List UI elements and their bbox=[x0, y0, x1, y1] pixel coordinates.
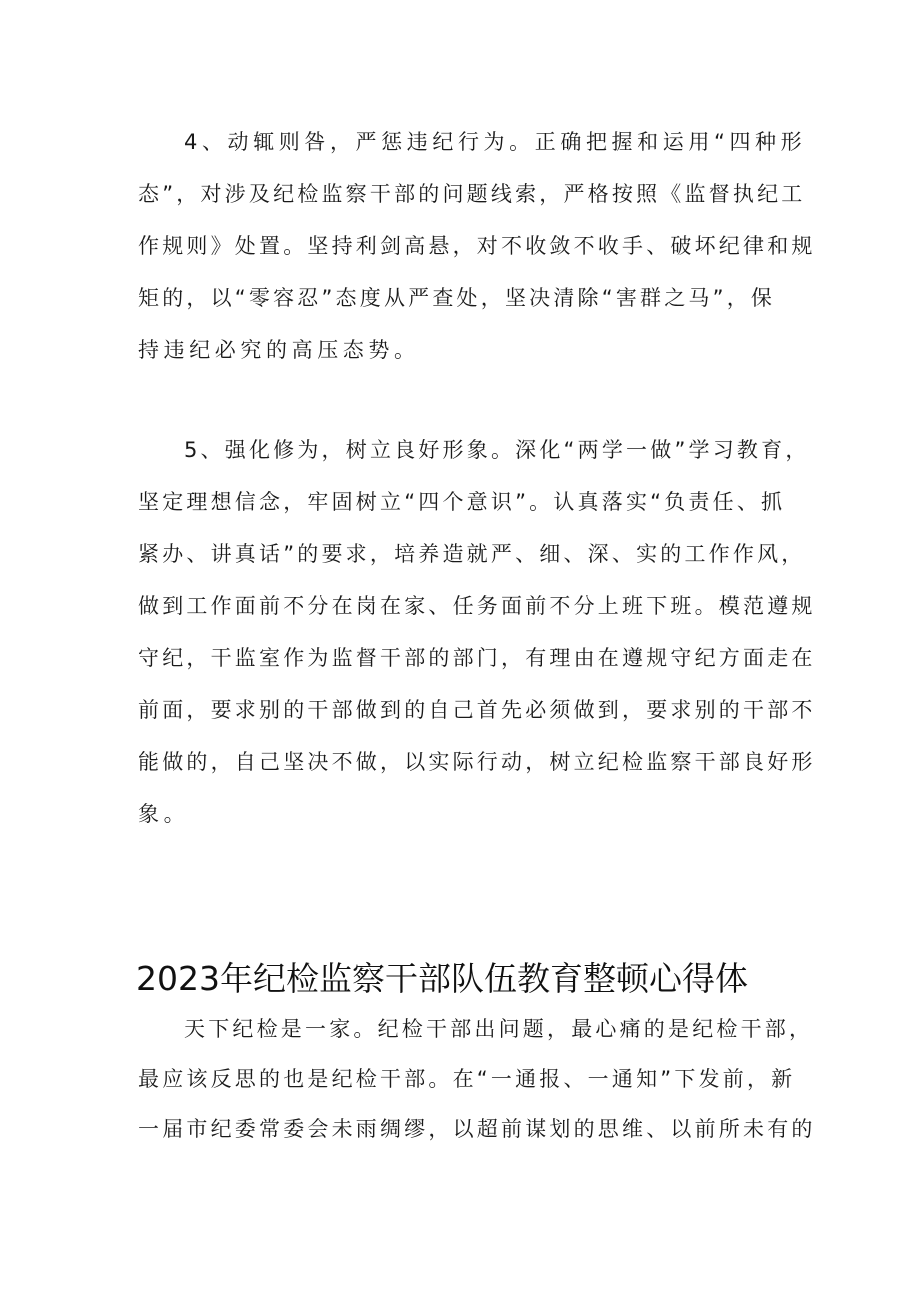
paragraph-item-4 bbox=[138, 116, 816, 376]
paragraph-item-5 bbox=[138, 424, 816, 840]
text-line: 5、强化修为，树立良好形象。深化“两学一做”学习教育， bbox=[184, 438, 810, 462]
text-line: 矩的，以“零容忍”态度从严查处，坚决清除“害群之马”，保 bbox=[138, 286, 776, 310]
section-heading: 2023年纪检监察干部队伍教育整顿心得体 bbox=[136, 959, 748, 998]
text-line: 前面，要求别的干部做到的自己首先必须做到，要求别的干部不 bbox=[138, 698, 816, 722]
text-line: 坚定理想信念，牢固树立“四个意识”。认真落实“负责任、抓 bbox=[138, 490, 786, 514]
text-line: 一届市纪委常委会未雨绸缪，以超前谋划的思维、以前所未有的 bbox=[138, 1117, 816, 1141]
text-line: 紧办、讲真话”的要求，培养造就严、细、深、实的工作作风， bbox=[138, 542, 806, 566]
text-line: 守纪，干监室作为监督干部的部门，有理由在遵规守纪方面走在 bbox=[138, 646, 816, 670]
text-line: 最应该反思的也是纪检干部。在“一通报、一通知”下发前，新 bbox=[138, 1067, 796, 1091]
text-line: 做到工作面前不分在岗在家、任务面前不分上班下班。模范遵规 bbox=[138, 594, 816, 618]
text-line: 4、动辄则咎，严惩违纪行为。正确把握和运用“四种形 bbox=[184, 130, 807, 154]
text-line: 态”，对涉及纪检监察干部的问题线索，严格按照《监督执纪工 bbox=[138, 182, 806, 206]
text-line: 象。 bbox=[138, 802, 190, 826]
paragraph-intro bbox=[138, 1004, 816, 1154]
text-line: 持违纪必究的高压态势。 bbox=[138, 338, 420, 362]
text-line: 能做的，自己坚决不做，以实际行动，树立纪检监察干部良好形 bbox=[138, 750, 816, 774]
text-line: 作规则》处置。坚持利剑高悬，对不收敛不收手、破坏纪律和规 bbox=[138, 234, 816, 258]
text-line: 天下纪检是一家。纪检干部出问题，最心痛的是纪检干部， bbox=[184, 1017, 814, 1041]
